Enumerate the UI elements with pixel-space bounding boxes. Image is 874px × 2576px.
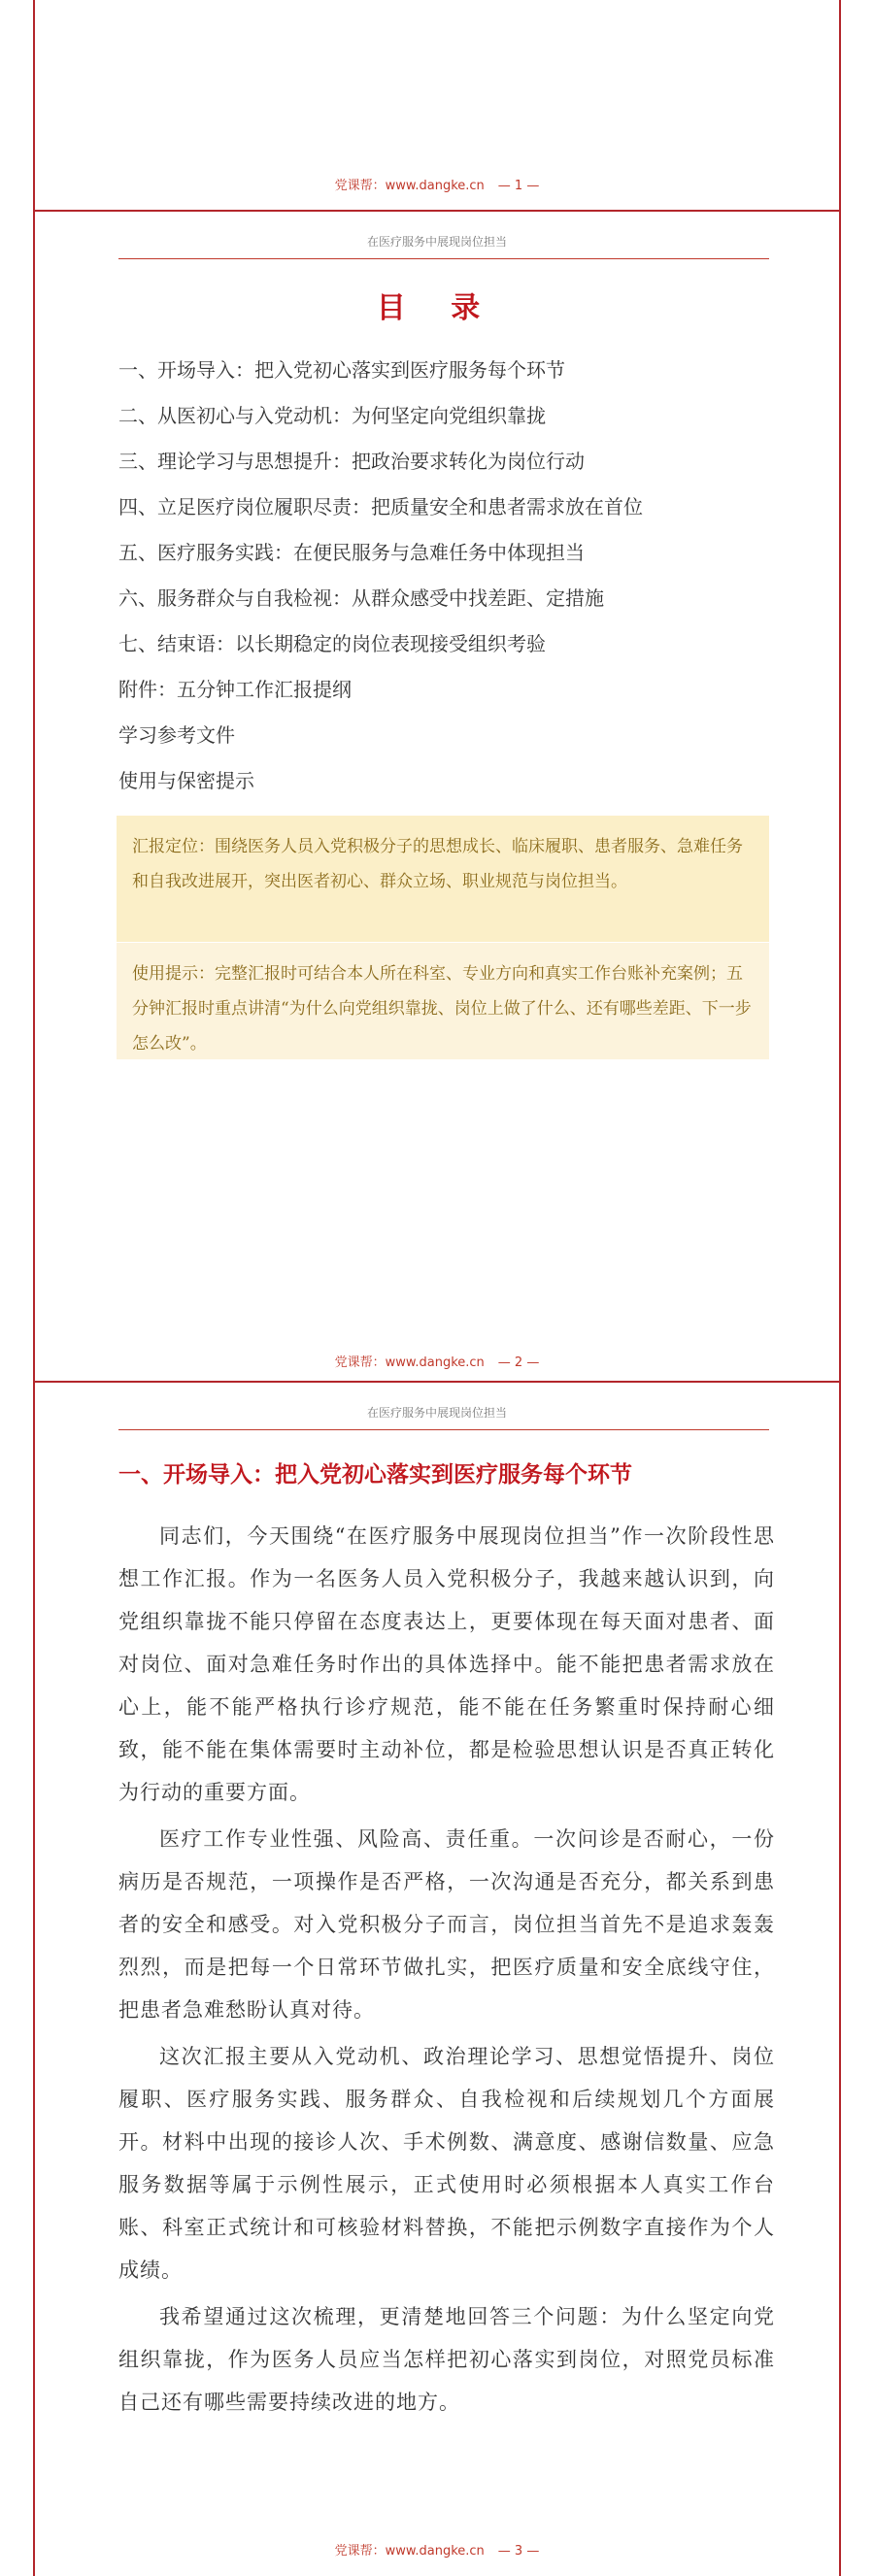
running-header: 在医疗服务中展现岗位担当: [366, 1406, 507, 1420]
toc-item[interactable]: 七、结束语：以长期稳定的岗位表现接受组织考验: [118, 632, 546, 655]
toc-item[interactable]: 附件：五分钟工作汇报提纲: [118, 678, 352, 701]
toc-item[interactable]: 三、理论学习与思想提升：把政治要求转化为岗位行动: [118, 450, 585, 473]
page-footer: [0, 175, 874, 193]
toc-item[interactable]: 二、从医初心与入党动机：为何坚定向党组织靠拢: [118, 404, 546, 427]
usage-note: 使用提示：完整汇报时可结合本人所在科室、专业方向和真实工作台账补充案例；五分钟汇报时重点讲清“为什么向党组织靠拢、岗位上做了什么、还有哪些差距、下一步怎么改”。: [117, 943, 769, 1059]
toc-item[interactable]: 使用与保密提示: [118, 769, 254, 792]
page-footer: [0, 2540, 874, 2559]
paragraph: 我希望通过这次梳理，更清楚地回答三个问题：为什么坚定向党组织靠拢，作为医务人员应当怎样把初心落实到岗位，对照党员标准自己还有哪些需要持续改进的地方。: [118, 2305, 775, 2414]
toc-item[interactable]: 学习参考文件: [118, 723, 235, 747]
page-number: — 3 —: [497, 2544, 540, 2559]
section-heading: 一、开场导入：把入党初心落实到医疗服务每个环节: [118, 1462, 632, 1488]
footer-site: 党课帮：www.dangke.cn: [334, 179, 485, 193]
page-footer: [0, 1352, 874, 1370]
toc-item[interactable]: 六、服务群众与自我检视：从群众感受中找差距、定措施: [118, 586, 604, 610]
page-number: — 2 —: [497, 1355, 540, 1370]
paragraph: 这次汇报主要从入党动机、政治理论学习、思想觉悟提升、岗位履职、医疗服务实践、服务群众、自我检视和后续规划几个方面展开。材料中出现的接诊人次、手术例数、满意度、感谢信数量、应急服务数据等属于示例性展示，正式使用时必须根据本人真实工作台账、科室正式统计和可核验材料替换，不能把示例数字直接作为个人成绩。: [118, 2045, 775, 2282]
page-number: — 1 —: [497, 179, 540, 193]
footer-site: 党课帮：www.dangke.cn: [334, 1355, 485, 1370]
header-rule: [118, 1429, 769, 1430]
toc-item[interactable]: 一、开场导入：把入党初心落实到医疗服务每个环节: [118, 358, 565, 382]
table-of-contents: [118, 353, 779, 810]
paragraph: 同志们，今天围绕“在医疗服务中展现岗位担当”作一次阶段性思想工作汇报。作为一名医务人员入党积极分子，我越来越认识到，向党组织靠拢不能只停留在态度表达上，更要体现在每天面对患者、面对岗位、面对急难任务时作出的具体选择中。能不能把患者需求放在心上，能不能严格执行诊疗规范，能不能在任务繁重时保持耐心细致，能不能在集体需要时主动补位，都是检验思想认识是否真正转化为行动的重要方面。: [118, 1524, 775, 1804]
running-header: 在医疗服务中展现岗位担当: [366, 235, 507, 249]
toc-item[interactable]: 四、立足医疗岗位履职尽责：把质量安全和患者需求放在首位: [118, 495, 643, 519]
paragraph: 医疗工作专业性强、风险高、责任重。一次问诊是否耐心，一份病历是否规范，一项操作是否严格，一次沟通是否充分，都关系到患者的安全和感受。对入党积极分子而言，岗位担当首先不是追求轰轰烈烈，而是把每一个日常环节做扎实，把医疗质量和安全底线守住，把患者急难愁盼认真对待。: [118, 1827, 775, 2022]
header-rule: [118, 258, 769, 259]
body-text: [118, 1515, 775, 2427]
toc-title: 目 录: [376, 291, 498, 325]
positioning-note: 汇报定位：围绕医务人员入党积极分子的思想成长、临床履职、患者服务、急难任务和自我改进展开，突出医者初心、群众立场、职业规范与岗位担当。: [117, 816, 769, 942]
toc-item[interactable]: 五、医疗服务实践：在便民服务与急难任务中体现担当: [118, 541, 585, 564]
footer-site: 党课帮：www.dangke.cn: [334, 2544, 485, 2559]
